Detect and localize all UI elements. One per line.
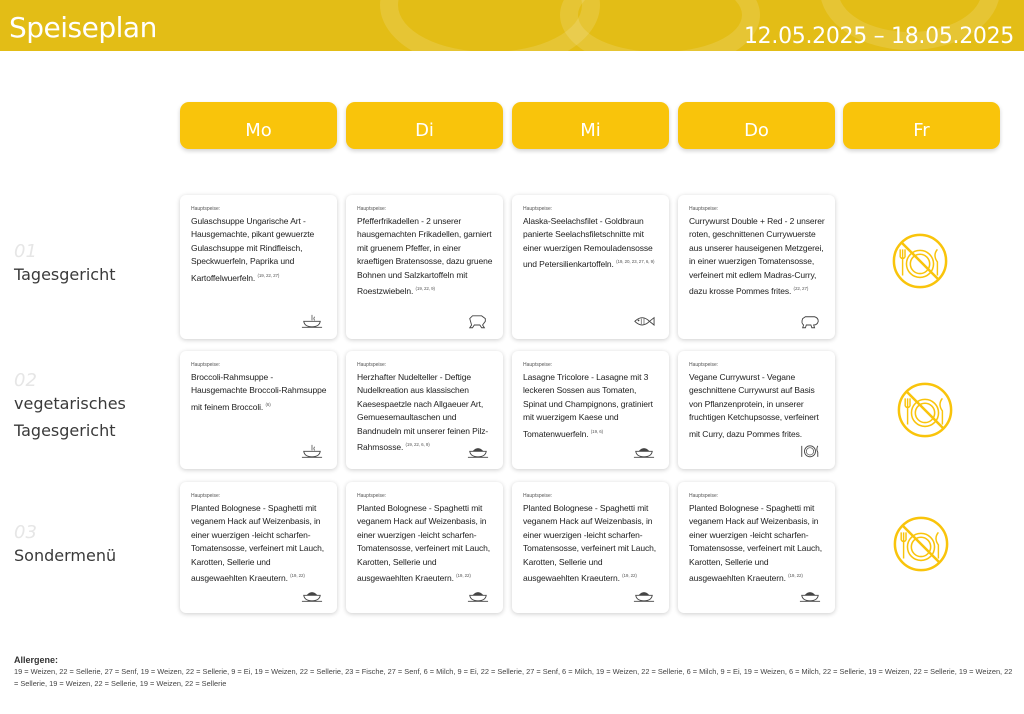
- dish-text: Planted Bolognese - Spaghetti mit veganem Hack auf Weizenbasis, in einer wuerzigen -leicht scharfen- Tomatensosse, verfeinert mit Lauch, Karotten, Sellerie und ausgewaehlten Kraeutern.: [523, 503, 657, 583]
- pasta-icon: [301, 588, 323, 604]
- allergen-refs: (22, 27): [793, 286, 809, 292]
- menu-card[interactable]: [678, 482, 835, 613]
- row-label-vegetarisch: [14, 372, 126, 444]
- course-label: Hauptspeise:: [689, 206, 719, 212]
- course-label: Hauptspeise:: [191, 493, 221, 499]
- dish-text: Herzhafter Nudelteller - Deftige Nudelkreation aus klassischen Kaesespaetzle nach Allgaeuer Art, Gemuesemaultaschen und Bandnudeln mit unserer feinen Pilz-Rahmsosse.: [357, 372, 489, 452]
- allergen-refs: (19, 22): [456, 573, 471, 579]
- pasta-icon: [633, 588, 655, 604]
- allergene-list: 19 = Weizen, 22 = Sellerie, 27 = Senf, 19 = Weizen, 22 = Sellerie, 9 = Ei, 19 = Weizen, 22 = Sellerie, 23 = Fische, 27 = Senf, 6 = Milch, 9 = Ei, 22 = Sellerie, 27 = Senf, 6 = Milch, 19 = Weizen, 22 = Sellerie, 6 = Milch, 9 = Ei, 19 = Weizen, 6 = Milch, 22 = Sellerie, 19 = Weizen, 22 = Sellerie, 19 = Weizen, 22 = Sellerie, 19 = Weizen, 22 = Sellerie, 19 = Weizen, 22 = Sellerie: [14, 667, 1013, 688]
- dish-text: Planted Bolognese - Spaghetti mit veganem Hack auf Weizenbasis, in einer wuerzigen -leicht scharfen- Tomatensosse, verfeinert mit Lauch, Karotten, Sellerie und ausgewaehlten Kraeutern.: [357, 503, 491, 583]
- course-label: Hauptspeise:: [523, 362, 553, 368]
- menu-card[interactable]: [180, 195, 337, 339]
- page-title: Speiseplan: [9, 11, 157, 44]
- date-range: 12.05.2025 – 18.05.2025: [743, 24, 1014, 49]
- dish-text: Planted Bolognese - Spaghetti mit veganem Hack auf Weizenbasis, in einer wuerzigen -leicht scharfen- Tomatensosse, verfeinert mit Lauch, Karotten, Sellerie und ausgewaehlten Kraeutern.: [689, 503, 823, 583]
- course-label: Hauptspeise:: [357, 362, 387, 368]
- no-meal-icon: [892, 515, 950, 573]
- course-label: Hauptspeise:: [357, 206, 387, 212]
- row-title: vegetarisches: [14, 394, 126, 413]
- day-tab-mi[interactable]: Mi: [512, 102, 669, 149]
- menu-card[interactable]: [512, 482, 669, 613]
- row-label-sondermenue: [14, 524, 116, 569]
- course-label: Hauptspeise:: [689, 362, 719, 368]
- course-label: Hauptspeise:: [523, 493, 553, 499]
- plate-cutlery-icon: [799, 444, 821, 460]
- pasta-icon: [799, 588, 821, 604]
- allergen-refs: (19, 20, 23, 27, 6, 9): [616, 259, 655, 265]
- row-title: Tagesgericht: [14, 421, 116, 440]
- pasta-icon: [467, 588, 489, 604]
- fish-icon: [633, 314, 655, 330]
- dish-text: Currywurst Double + Red - 2 unserer roten, geschnittenen Currywuerste aus unserer hauseigenen Metzgerei, in einer wuerzigen Tomatensosse, verfeinert mit edlem Madras-Curry, dazu krosse Pommes frites.: [689, 216, 825, 296]
- dish-text: Planted Bolognese - Spaghetti mit veganem Hack auf Weizenbasis, in einer wuerzigen -leicht scharfen- Tomatensosse, verfeinert mit Lauch, Karotten, Sellerie und ausgewaehlten Kraeutern.: [191, 503, 325, 583]
- dish-text: Vegane Currywurst - Vegane geschnittene Currywurst auf Basis von Pflanzenprotein, in unserer fruchtigen Ketchupsosse, verfeinert mit Curry, dazu Pommes frites.: [689, 372, 819, 439]
- row-number: 01: [14, 241, 37, 262]
- course-label: Hauptspeise:: [191, 362, 221, 368]
- day-tab-di[interactable]: Di: [346, 102, 503, 149]
- allergen-refs: (19, 22): [290, 573, 305, 579]
- row-number: 02: [14, 370, 37, 391]
- dish-text: Gulaschsuppe Ungarische Art - Hausgemachte, pikant gewuerzte Gulaschsuppe mit Rindfleisch, Speckwuerfeln, Paprika und Kartoffelwuerfeln.: [191, 216, 315, 283]
- dish-description: [523, 215, 659, 271]
- dish-description: [191, 371, 327, 414]
- soup-bowl-icon: [301, 314, 323, 330]
- pasta-icon: [633, 444, 655, 460]
- allergen-refs: (19, 22): [622, 573, 637, 579]
- menu-card[interactable]: [678, 195, 835, 339]
- row-title: Tagesgericht: [14, 265, 116, 284]
- dish-text: Broccoli-Rahmsuppe - Hausgemachte Broccoli-Rahmsuppe mit feinem Broccoli.: [191, 372, 327, 412]
- day-tab-fr[interactable]: Fr: [843, 102, 1000, 149]
- day-tab-do[interactable]: Do: [678, 102, 835, 149]
- dish-text: Lasagne Tricolore - Lasagne mit 3 leckeren Sossen aus Tomaten, Spinat und Champignons, gratiniert mit wuerzigem Kaese und Tomatenwuerfeln.: [523, 372, 653, 439]
- row-title: Sondermenü: [14, 546, 117, 565]
- course-label: Hauptspeise:: [689, 493, 719, 499]
- dish-description: [689, 502, 825, 585]
- menu-card[interactable]: [346, 482, 503, 613]
- dish-description: [523, 371, 659, 441]
- allergen-refs: (19, 6): [590, 428, 604, 434]
- menu-card[interactable]: [346, 351, 503, 469]
- allergen-refs: (19, 22, 27): [257, 272, 280, 278]
- allergen-refs: (19, 22, 9): [415, 286, 435, 292]
- dish-description: [689, 215, 825, 298]
- dish-description: [357, 502, 493, 585]
- header-banner: [0, 0, 1024, 51]
- menu-card[interactable]: [180, 482, 337, 613]
- allergen-refs: (19, 22, 6, 9): [405, 442, 430, 448]
- pasta-icon: [467, 444, 489, 460]
- no-meal-icon: [891, 232, 949, 290]
- dish-text: Pfefferfrikadellen - 2 unserer hausgemachten Frikadellen, garniert mit gruenem Pfeffer, in einer kraeftigen Bratensosse, dazu gruene Bohnen und Salzkartoffeln mit Roestzwiebeln.: [357, 216, 493, 296]
- menu-card[interactable]: [346, 195, 503, 339]
- course-label: Hauptspeise:: [191, 206, 221, 212]
- allergen-refs: (19, 22): [788, 573, 803, 579]
- dish-description: [357, 215, 493, 298]
- dish-description: [191, 502, 327, 585]
- no-meal-icon: [896, 381, 954, 439]
- pork-icon: [799, 314, 821, 330]
- soup-bowl-icon: [301, 444, 323, 460]
- row-number: 03: [14, 522, 37, 543]
- menu-card[interactable]: [180, 351, 337, 469]
- allergene-title: Allergene:: [14, 655, 59, 665]
- course-label: Hauptspeise:: [357, 493, 387, 499]
- allergen-refs: (6): [265, 401, 271, 407]
- dish-description: [191, 215, 327, 285]
- menu-card[interactable]: [678, 351, 835, 469]
- course-label: Hauptspeise:: [523, 206, 553, 212]
- beef-icon: [467, 314, 489, 330]
- menu-card[interactable]: [512, 351, 669, 469]
- allergene-legend: [14, 654, 1014, 690]
- menu-card[interactable]: [512, 195, 669, 339]
- dish-description: [523, 502, 659, 585]
- dish-description: [357, 371, 493, 454]
- dish-description: [689, 371, 825, 441]
- day-tab-mo[interactable]: Mo: [180, 102, 337, 149]
- dish-text: Alaska-Seelachsfilet - Goldbraun panierte Seelachsfiletschnitte mit einer wuerzigen Remouladensosse und Petersilienkartoffeln.: [523, 216, 653, 270]
- row-label-tagesgericht: [14, 243, 116, 288]
